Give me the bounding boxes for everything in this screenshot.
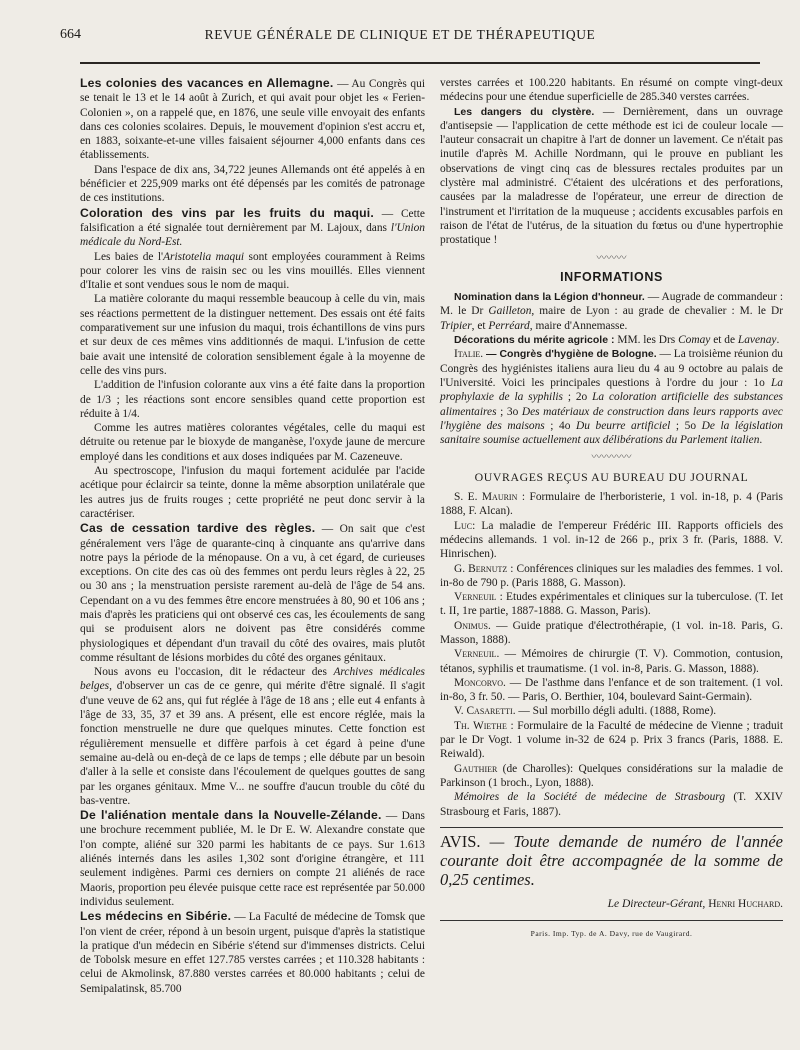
list-item: G. Bernutz : Conférences cliniques sur les maladies des femmes. 1 vol. in-8o de 790 p. (Paris 1888, G. Masson).	[440, 562, 783, 589]
list-item: Verneuil : Etudes expérimentales et cliniques sur la tuberculose. (T. Iet t. II, 1re partie, 1887-1888. G. Masson, Paris).	[440, 591, 783, 618]
signature: Le Directeur-Gérant, Henri Huchard.	[607, 897, 783, 910]
list-item: Gauthier (de Charolles): Quelques considérations sur la maladie de Parkinson (1 broch., Lyon, 1888).	[440, 762, 783, 789]
header-rule	[80, 62, 760, 64]
article-alienation: De l'aliénation mentale dans la Nouvelle-Zélande. — Dans une brochure recemment publiée, M. le Dr E. W. Alexandre constate que l'on compte, aliéné sur 320 parmi les habitants de ce pays. Sur 1.613 aliénés internés dans les asiles 1,302 sont d'origine étrangère, et 111 seulement indigènes. Parmi ces derniers on compte 21 aliénés de race Maoris, proportion peu élevée puisque cette race est représentée par 50.000 individus seulement.	[80, 808, 425, 908]
article-title: Coloration des vins par les fruits du maqui.	[80, 205, 374, 220]
article-colonies: Les colonies des vacances en Allemagne. — Au Congrès qui se tenait le 13 et le 14 août à Zurich, et qui avait pour objet les « Ferien-Colonien », on a rappelé que, en 1876, une seule ville envoyait des enfants dans ces colonies scolaires. Depuis, le mouvement d'opinion s'est accru et, en 1883, soixante-et-une villes faisaient séjourner 4,000 enfants dans ces établissements.	[80, 76, 425, 162]
paragraph: Les baies de l'Aristotelia maqui sont employées couramment à Reims pour colorer les vins de raisin sec ou les vins mouillés. Elles viennent d'Italie et sont vendues sous le nom de maqui.	[80, 250, 425, 292]
section-title-informations: INFORMATIONS	[560, 269, 663, 284]
paragraph: Dans l'espace de dix ans, 34,722 jeunes Allemands ont été appelés à en bénéficier et 225,909 marks ont été dépensés par les comités de patronage de ces institutions.	[80, 163, 425, 205]
right-column	[440, 76, 783, 941]
ouvrages-list	[440, 490, 783, 819]
list-item: V. Casaretti. — Sul morbillo dégli adulti. (1888, Rome).	[454, 705, 717, 718]
news-decorations: Décorations du mérite agricole : MM. les Drs Comay et de Lavenay.	[454, 334, 780, 347]
flourish-divider: 〰〰〰	[596, 252, 627, 264]
list-item: Luc: La maladie de l'empereur Frédéric III. Rapports officiels des médecins allemands. 1 vol. in-12 de 266 p., prix 3 fr. (Paris, 1888. V. Hinrischen).	[440, 519, 783, 561]
imprint: Paris. Imp. Typ. de A. Davy, rue de Vaugirard.	[530, 928, 693, 938]
news-italie: Italie. — Congrès d'hygiène de Bologne. — La troisième réunion du Congrès des hygiénistes italiens aura lieu du 4 au 9 octobre au palais de l'Université. Voici les principales questions à l'ordre du jour : 1o La prophylaxie de la syphilis ; 2o La coloration artificielle des substances alimentaires ; 3o Des matériaux de construction dans leurs rapports avec l'hygiène des maisons ; 4o Du beurre artificiel ; 5o De la législation sanitaire soumise actuellement aux délibérations du Parlement italien.	[440, 348, 784, 447]
article-coloration: Coloration des vins par les fruits du maqui. — Cette falsification a été signalée tout dernièrement par M. Lajoux, dans l'Union médicale du Nord-Est.	[80, 205, 425, 249]
list-item: Verneuil. — Mémoires de chirurgie (T. V). Commotion, contusion, tétanos, syphilis et traumatisme. (1 vol. in-8, Paris. G. Masson, 1888).	[440, 648, 783, 675]
paragraph: Comme les autres matières colorantes végétales, celle du maqui est détruite ou retenue par le bioxyde de manganèse, l'oxyde jaune de mercure employé dans les conditions et aux doses indiquées par M. Cazeneuve.	[80, 422, 425, 463]
article-title: Les dangers du clystère.	[454, 105, 595, 118]
list-item: S. E. Maurin : Formulaire de l'herboristerie, 1 vol. in-18, p. 4 (Paris 1888, F. Alcan).	[440, 491, 783, 518]
paragraph: Au spectroscope, l'infusion du maqui fortement acidulée par l'acide acétique pour éclaircir sa teinte, donne la même absorption unilatérale que les autres jus de fruits rouges ; cette propriété ne peut donc servir à la caractériser.	[80, 465, 425, 520]
article-clystere: Les dangers du clystère. — Dernièrement, dans un ouvrage d'antisepsie — l'application de cette méthode est ici de couleur locale — l'auteur consacrait un chapitre à l'art de donner un lavement. Ce n'était pas inutile d'après M. Achille Nordmann, qui le prouve en publiant les observations de vingt cinq cas de blessures rectales produites par un clystère mal administré. C'étaient des ulcérations et des perforations, causées par la maladresse de l'opérateur, une erreur de direction de l'instrument et l'irritation de la muqueuse ; accidents excusables parfois en raison de l'état de l'utérus, de la situation du fœtus ou d'une hypertrophie prostatique !	[440, 105, 783, 247]
paragraph: Nous avons eu l'occasion, dit le rédacteur des Archives médicales belges, d'observer un cas de ce genre, qui mérite d'être signalé. Il s'agit d'une veuve de 62 ans, qui fut réglée à l'âge de 18 ans ; elle eut 4 enfants à l'âge de 33, 35, 37 et 39 ans. A présent, elle est encore réglée, mais la fonction menstruelle ne dure que quelques minutes. Cette fonction est régulièrement mensuelle et diffère parfois à cet égard à peine d'une semaine au-delà ou en-deçà de ce laps de temps ; elle débute par un besoin d'aller à la selle et consiste dans l'écoulement de quelques gouttes de sang par les organes génitaux. Mme V... ne souffre d'aucun trouble du côté du bas-ventre.	[80, 666, 425, 807]
left-column	[80, 76, 425, 996]
list-item: Th. Wiethe : Formulaire de la Faculté de médecine de Vienne ; traduit par le Dr Vogt. 1 volume in-32 de 624 p. Prix 3 francs (Paris, 1888. E. Reiwald).	[440, 719, 784, 761]
paragraph: verstes carrées et 100.220 habitants. En résumé on compte vingt-deux médecins pour une étendue superficielle de 285.340 verstes carrées.	[440, 77, 783, 104]
avis-text: — Toute demande de numéro de l'année courante doit être accompagnée de la somme de 0,25 centimes.	[440, 831, 783, 889]
running-title: REVUE GÉNÉRALE DE CLINIQUE ET DE THÉRAPEUTIQUE	[204, 27, 596, 42]
article-siberie: Les médecins en Sibérie. — La Faculté de médecine de Tomsk que l'on vient de créer, répond à un besoin urgent, puisque d'après la statistique la pratique d'un médecin en Sibérie s'étend sur d'immenses districts. Celui de Tobolsk mesure en effet 127.785 verstes carrées ; et 110.328 habitants : celui de Akmolinsk, 87.880 verstes carrées et 80.000 habitants ; celui de Semipalatinsk, 85.700	[80, 909, 426, 995]
article-cessation: Cas de cessation tardive des règles. — On sait que c'est généralement vers l'âge de quarante-cinq à cinquante ans qu'arrive dans notre pays la période de la ménopause. On a vu, à cet égard, de curieuses exceptions. On cite des cas où des femmes ont perdu leurs règles à 22, 25 ou 30 ans ; la menstruation persiste rarement au-delà de l'âge de 54 ans. Cependant on a vu des femmes être encore menstruées à 80, 90 et 106 ans ; mais d'après les praticiens qui ont observé ces cas, les écoulements de sang qui se produisent alors ne doivent pas être considérés comme physiologiques et dépendant d'un travail du côté des ovaires, mais plutôt comme résultant de lésions morbides du côté des organes génitaux.	[80, 521, 425, 664]
article-title: De l'aliénation mentale dans la Nouvelle-Zélande.	[80, 808, 382, 823]
list-item: Moncorvo. — De l'asthme dans l'enfance et de son traitement. (1 vol. in-8o, 3 fr. 50. — Paris, O. Berthier, 104, boulevard Saint-Germain).	[440, 676, 783, 704]
article-title: Cas de cessation tardive des règles.	[80, 521, 316, 536]
article-title: Les médecins en Sibérie.	[80, 909, 232, 924]
avis-label: AVIS.	[440, 831, 481, 851]
paragraph: L'addition de l'infusion colorante aux vins a été faite dans la proportion de 1/3 ; les réactions sont encore sensibles quand cette proportion est réduite à 1/4.	[80, 379, 425, 420]
list-item: Mémoires de la Société de médecine de Strasbourg (T. XXIV Strasbourg et Faris, 1887).	[440, 791, 784, 818]
paragraph: La matière colorante du maqui ressemble beaucoup à celle du vin, mais ses réactions permettent de la distinguer nettement. Des essais ont été faits comparativement sur une infusion du maqui, trois échantillons de vins purs et sur deux de ces mêmes vins additionnés de maqui. L'infusion de cette baie avait une intensité de coloration sensiblement égale à la moyenne de celle des vins purs.	[80, 293, 425, 377]
list-item: Onimus. — Guide pratique d'électrothérapie, (1 vol. in-18. Paris, G. Masson, 1888).	[440, 619, 783, 646]
flourish-divider: 〰〰〰〰	[591, 452, 632, 464]
page-number: 664	[60, 27, 81, 42]
news-nomination: Nomination dans la Légion d'honneur. — Augrade de commandeur : M. le Dr Gailleton, maire de Lyon : au grade de chevalier : M. le Dr Tripier, et Perréard, maire d'Annemasse.	[440, 291, 783, 332]
article-title: Les colonies des vacances en Allemagne.	[80, 76, 334, 90]
avis-box	[440, 827, 783, 921]
section-title-ouvrages: OUVRAGES REÇUS AU BUREAU DU JOURNAL	[474, 469, 749, 484]
